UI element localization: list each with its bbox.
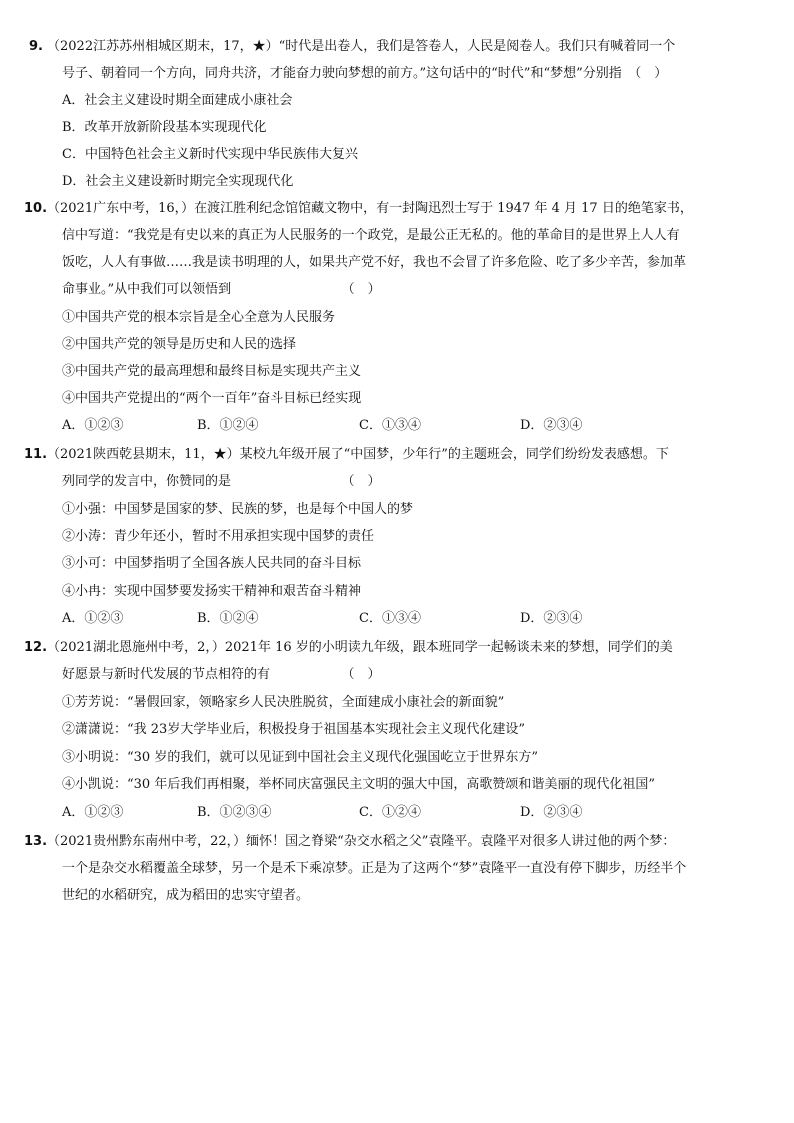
answer-option[interactable]: D．社会主义建设新时期完全实现现代化 [62,174,294,189]
answer-option[interactable]: D．②③④ [520,805,583,820]
statement-item: ④小冉：实现中国梦要发扬实干精神和艰苦奋斗精神 [62,584,362,599]
answer-option[interactable]: C．中国特色社会主义新时代实现中华民族伟大复兴 [62,147,358,162]
answer-option[interactable]: D．②③④ [520,418,583,433]
answer-option[interactable]: B．①②④ [197,611,259,626]
question-text-line: 一个是杂交水稻覆盖全球梦，另一个是禾下乘凉梦。正是为了这两个“梦”袁隆平一直没有停下脚步，历经半个 [62,861,687,876]
statement-item: ③小可：中国梦指明了全国各族人民共同的奋斗目标 [62,556,362,571]
answer-option[interactable]: D．②③④ [520,611,583,626]
question-number: 11. [24,447,48,462]
question-text-line: 命事业。”从中我们可以领悟到 （ ） [62,282,381,297]
answer-option[interactable]: C．①③④ [359,418,421,433]
statement-item: ①芳芳说：“暑假回家，领略家乡人民决胜脱贫，全面建成小康社会的新面貌” [62,695,505,710]
question-text-line: （2021陕西乾县期末，11，★）某校九年级开展了“中国梦，少年行”的主题班会，同学们纷纷发表感想。下 [47,447,669,462]
statement-item: ③小明说：“30 岁的我们，就可以见证到中国社会主义现代化强国屹立于世界东方” [62,750,538,765]
question-text-line: 号子、朝着同一个方向，同舟共济，才能奋力驶向梦想的前方。”这句话中的“时代”和“梦想”分别指 （ ） [62,66,668,81]
question-text-line: 好愿景与新时代发展的节点相符的有 （ ） [62,667,381,682]
statement-item: ④小凯说：“30 年后我们再相聚，举杯同庆富强民主文明的强大中国，高歌赞颂和谐美丽的现代化祖国” [62,777,655,792]
question-text-line: 世纪的水稻研究，成为稻田的忠实守望者。 [62,888,310,903]
statement-item: ④中国共产党提出的“两个一百年”奋斗目标已经实现 [62,391,362,406]
question-number: 9. [29,39,43,54]
statement-item: ③中国共产党的最高理想和最终目标是实现共产主义 [62,364,362,379]
question-text-line: 饭吃，人人有事做……我是读书明理的人，如果共产党不好，我也不会冒了许多危险、吃了多少辛苦，参加革 [62,255,687,270]
question-text-line: （2021广东中考，16，）在渡江胜利纪念馆馆藏文物中，有一封陶迅烈士写于 1947 年 4 月 17 日的绝笔家书， [47,201,693,216]
answer-option[interactable]: B．①②③④ [197,805,272,820]
question-number: 10. [24,201,48,216]
statement-item: ②潇潇说：“我 23岁大学毕业后，积极投身于祖国基本实现社会主义现代化建设” [62,722,525,737]
question-number: 13. [24,834,48,849]
answer-option[interactable]: B．改革开放新阶段基本实现现代化 [62,120,267,135]
question-number: 12. [24,640,48,655]
question-text-line: （2022江苏苏州相城区期末，17，★）“时代是出卷人，我们是答卷人，人民是阅卷人。我们只有喊着同一个 [47,39,676,54]
answer-option[interactable]: A．①②③ [62,418,124,433]
question-text-line: （2021湖北恩施州中考，2，）2021年 16 岁的小明读九年级，跟本班同学一起畅谈未来的梦想，同学们的美 [47,640,673,655]
answer-option[interactable]: A．①②③ [62,611,124,626]
statement-item: ①小强：中国梦是国家的梦、民族的梦，也是每个中国人的梦 [62,502,414,517]
answer-option[interactable]: A．①②③ [62,805,124,820]
question-text-line: 列同学的发言中，你赞同的是 （ ） [62,474,381,489]
answer-option[interactable]: B．①②④ [197,418,259,433]
answer-option[interactable]: A．社会主义建设时期全面建成小康社会 [62,93,293,108]
question-text-line: （2021贵州黔东南州中考，22，）缅怀！国之脊梁“杂交水稻之父”袁隆平。袁隆平对很多人讲过他的两个梦： [47,834,676,849]
question-text-line: 信中写道：“我党是有史以来的真正为人民服务的一个政党，是最公正无私的。他的革命目的是世界上人人有 [62,228,680,243]
statement-item: ②小涛：青少年还小，暂时不用承担实现中国梦的责任 [62,529,375,544]
answer-option[interactable]: C．①③④ [359,611,421,626]
answer-option[interactable]: C．①②④ [359,805,421,820]
statement-item: ②中国共产党的领导是历史和人民的选择 [62,337,297,352]
statement-item: ①中国共产党的根本宗旨是全心全意为人民服务 [62,310,336,325]
